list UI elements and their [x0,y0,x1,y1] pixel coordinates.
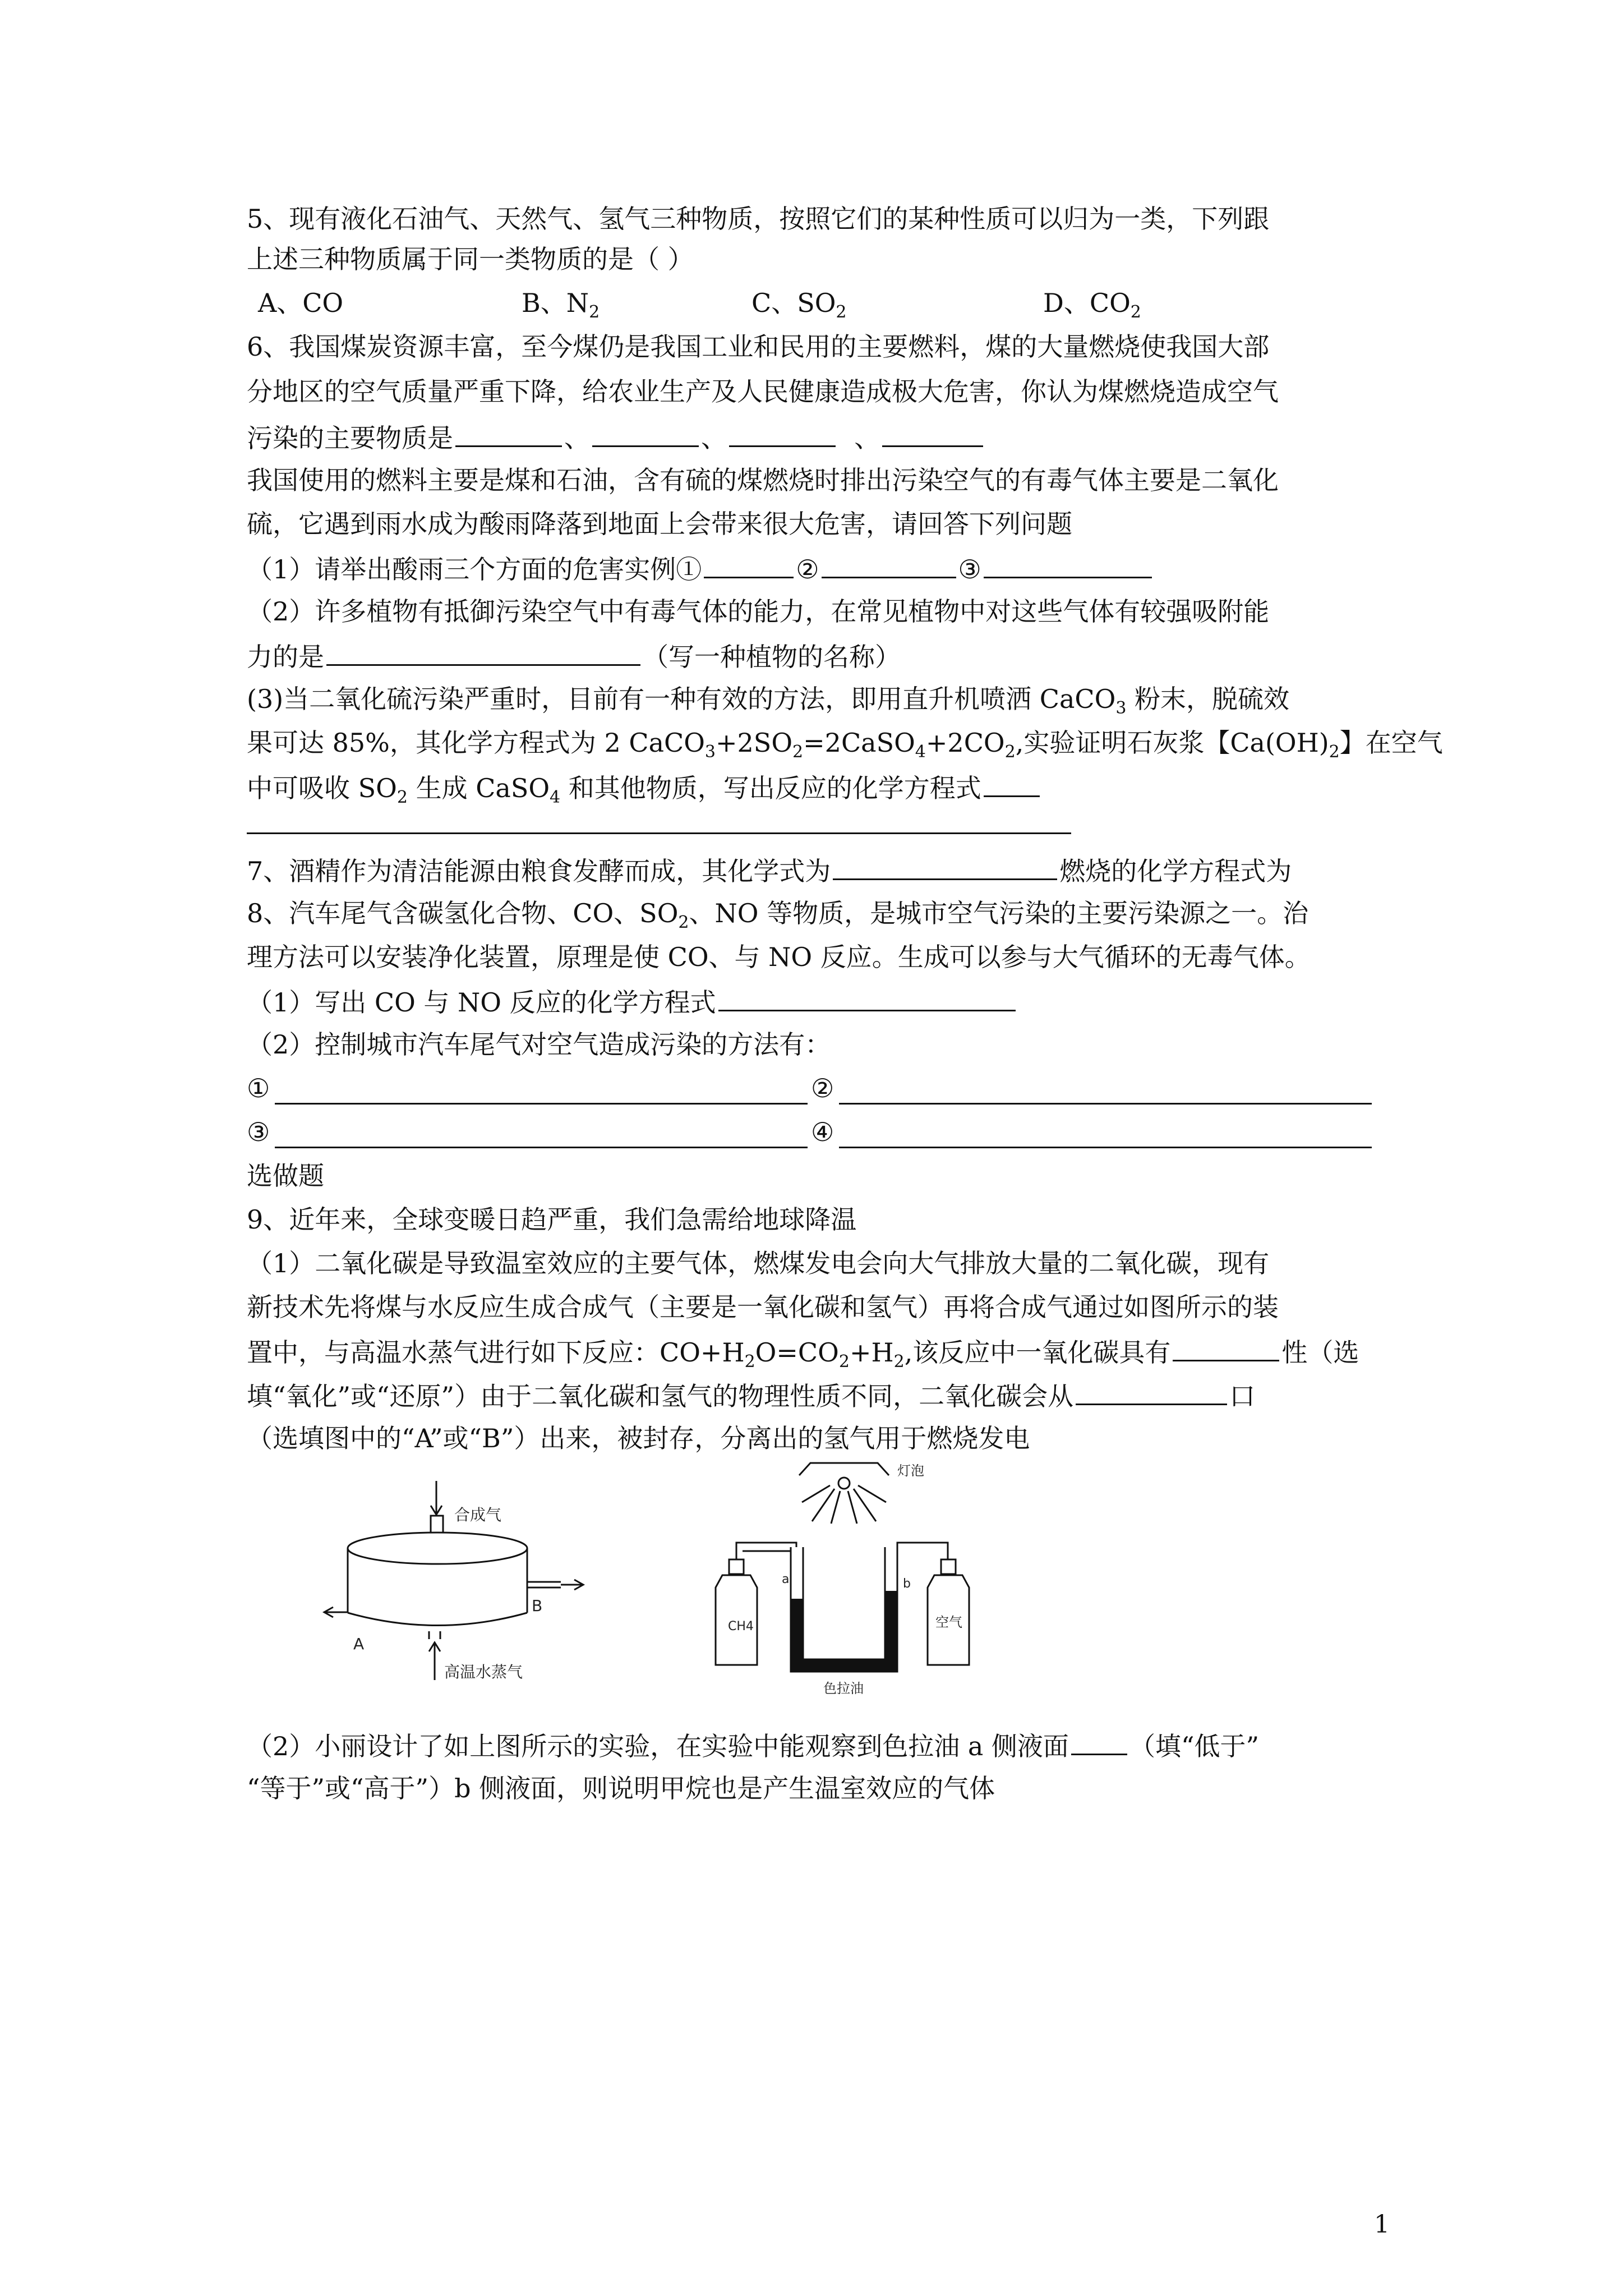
q9-part1-line4: 填“氧化”或“还原”）由于二氧化碳和氢气的物理性质不同，二氧化碳会从 口 [247,1378,1255,1413]
q5-option-d: D、$CO_2$ [1043,288,1141,322]
q8-method-4-line[interactable] [839,1147,1372,1148]
q5-option-b: B、$N_2$ [522,288,600,322]
q6-answer-blank-1[interactable] [455,420,562,447]
optional-section-label: 选做题 [247,1161,324,1191]
q5-line2: 上述三种物质属于同一类物质的是（ ） [247,244,694,274]
q5-line1: 5、现有液化石油气、天然气、氢气三种物质，按照它们的某种性质可以归为一类，下列跟 [247,204,1270,234]
q6-part3-answer-line[interactable] [247,832,1071,834]
q6-part1-blank-3[interactable] [984,551,1152,578]
q8-line2: 理方法可以安装净化装置，原理是使 CO、与 NO 反应。生成可以参与大气循环的无毒气体。 [247,942,1311,972]
q8-method-4: ④ [811,1117,834,1147]
q6-part3-blank-inline[interactable] [984,770,1040,797]
q9-part1-line5: （选填图中的“A”或“B”）出来，被封存，分离出的氢气用于燃烧发电 [247,1423,1030,1453]
q6-answer-blank-4[interactable] [882,420,983,447]
vessel-top [348,1533,527,1564]
u-tube-inner [803,1547,885,1659]
page-number: 1 [1374,2210,1390,2239]
side-a-label: a [782,1572,790,1586]
q8-line1: 8、汽车尾气含碳氢化合物、CO、$SO_2$、NO 等物质，是城市空气污染的主要污染源之一。治 [247,898,1309,932]
oil-label: 色拉油 [823,1681,864,1696]
vessel-bottom [348,1613,527,1626]
q6-line1: 6、我国煤炭资源丰富，至今煤仍是我国工业和民用的主要燃料，煤的大量燃烧使我国大部 [247,332,1270,362]
q6-line3: 污染的主要物质是 、 、 、 [247,420,985,455]
outlet-a-label: A [353,1635,365,1653]
q5-option-a: A、CO [258,288,344,318]
q6-part3-line3: 中可吸收 $SO_2$ 生成 CaSO$_4$ 和其他物质，写出反应的化学方程式 [247,770,1042,805]
q9-level-blank[interactable] [1071,1728,1127,1755]
q8-part1-blank[interactable] [718,984,1016,1011]
q8-method-2: ② [811,1073,834,1103]
q9-part1-line2: 新技术先将煤与水反应生成合成气（主要是一氧化碳和氢气）再将合成气通过如图所示的装 [247,1292,1279,1322]
right-bottle-label: 空气 [935,1614,962,1630]
q9-part2-line1: （2）小丽设计了如上图所示的实验，在实验中能观察到色拉油 a 侧液面 （填“低于” [247,1728,1259,1763]
q7-formula-blank[interactable] [833,853,1057,880]
q9-part1-line3: 置中，与高温水蒸气进行如下反应：$CO+H_2O=CO_2+H_2$,该反应中一氧化碳具有 性（选 [247,1334,1359,1369]
q5-option-c: C、$SO_2$ [751,288,847,322]
lamp-bulb-icon [838,1478,850,1489]
q6-line2: 分地区的空气质量严重下降，给农业生产及人民健康造成极大危害，你认为煤燃烧造成空气 [247,376,1279,407]
outlet-b-label: B [532,1596,543,1615]
q8-method-2-line[interactable] [839,1103,1372,1105]
q6-part3-line2: 果可达 85%，其化学方程式为 2 $CaCO_3+2SO_2=2CaSO_4+2CO_2$,实验证明石灰浆【$Ca(OH)_2$】在空气 [247,728,1443,762]
q6-part2-blank[interactable] [326,638,640,666]
q6-part1-blank-2[interactable] [822,551,956,578]
q6-answer-blank-3[interactable] [729,420,836,447]
q9-property-blank[interactable] [1173,1334,1279,1361]
q6-line5: 硫，它遇到雨水成为酸雨降落到地面上会带来很大危害，请回答下列问题 [247,509,1072,539]
steam-label: 高温水蒸气 [444,1663,523,1681]
inlet-label: 合成气 [454,1506,502,1524]
lamp-shade [799,1463,889,1475]
q6-part1-blank-1[interactable] [704,551,794,578]
q8-method-3: ③ [247,1117,270,1147]
q6-answer-blank-2[interactable] [592,420,699,447]
q9-part1-line1: （1）二氧化碳是导致温室效应的主要气体，燃煤发电会向大气排放大量的二氧化碳，现有 [247,1248,1270,1278]
separator-vessel-figure [314,1470,606,1694]
q9-part2-line2: “等于”或“高于”）b 侧液面，则说明甲烷也是产生温室效应的气体 [247,1773,995,1803]
q8-part1: （1）写出 CO 与 NO 反应的化学方程式 [247,984,1018,1019]
q9-line1: 9、近年来，全球变暖日趋严重，我们急需给地球降温 [247,1204,857,1235]
q6-part3-line1: (3)当二氧化硫污染严重时，目前有一种有效的方法，即用直升机喷洒 CaCO$_3$ 粉末，脱硫效 [247,684,1290,718]
q6-part2-line1: （2）许多植物有抵御污染空气中有毒气体的能力，在常见植物中对这些气体有较强吸附能 [247,596,1270,627]
q8-method-1: ① [247,1073,270,1103]
left-bottle-label: CH4 [728,1619,754,1634]
q8-method-3-line[interactable] [275,1147,808,1148]
q8-method-1-line[interactable] [275,1103,808,1105]
q9-outlet-blank[interactable] [1076,1378,1227,1405]
greenhouse-experiment-figure [707,1458,1009,1705]
q7-line: 7、酒精作为清洁能源由粮食发酵而成，其化学式为 燃烧的化学方程式为 [247,853,1292,888]
q6-part2-line2: 力的是 （写一种植物的名称） [247,638,901,674]
u-tube-outer [791,1547,897,1672]
salad-oil-fill [791,1591,897,1672]
q6-part1: （1）请举出酸雨三个方面的危害实例① ② ③ [247,551,1154,586]
q8-part2: （2）控制城市汽车尾气对空气造成污染的方法有： [247,1029,831,1060]
side-b-label: b [903,1577,911,1591]
q6-line4: 我国使用的燃料主要是煤和石油，含有硫的煤燃烧时排出污染空气的有毒气体主要是二氧化 [247,465,1279,495]
lamp-label: 灯泡 [897,1463,924,1479]
